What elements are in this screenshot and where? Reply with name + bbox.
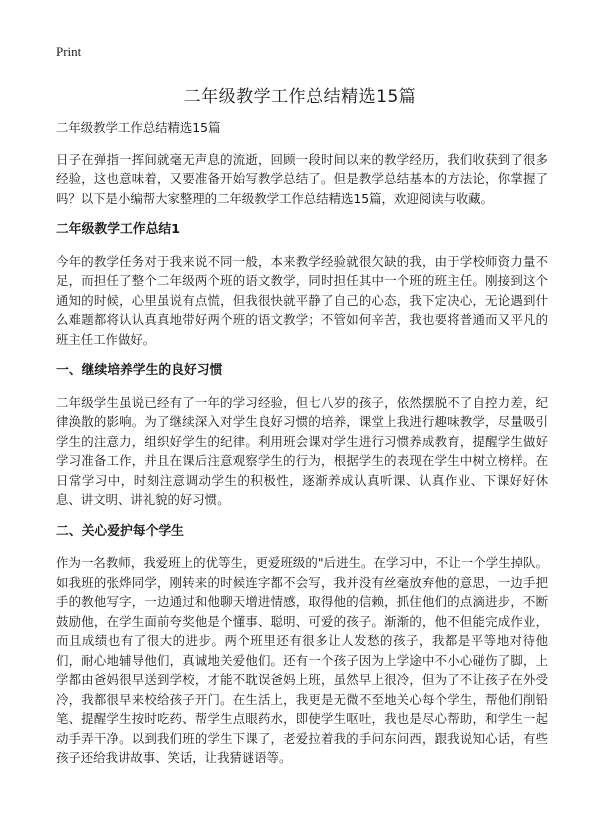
print-link[interactable]: Print: [56, 44, 82, 59]
heading-care-students: 二、关心爱护每个学生: [56, 523, 184, 539]
document-subtitle: 二年级教学工作总结精选15篇: [56, 120, 221, 135]
section-intro-paragraph: 今年的教学任务对于我来说不同一般，本来教学经验就很欠缺的我，由于学校师资力量不足，而担任了整个二年级两个班的语文教学，同时担任其中一个班的班主任。刚接到这个通知的时候，心里虽说有点慌，但我很快就平静了自己的心态，我下定决心，无论遇到什么难题都将认认真真地带好两个班的语文教学；不管如何辛苦，我也要将普通而又平凡的班主任工作做好。: [56, 253, 548, 347]
section-title: 二年级教学工作总结1: [56, 222, 181, 237]
document-title: 二年级教学工作总结精选15篇: [183, 87, 417, 107]
paragraph-good-habits: 二年级学生虽说已经有了一年的学习经验，但七八岁的孩子，依然摆脱不了自控力差，纪律涣散的影响。为了继续深入对学生良好习惯的培养，课堂上我进行趣味教学，尽量吸引学生的注意力，组织好学生的纪律。利用班会课对学生进行习惯养成教育，提醒学生做好学习准备工作，并且在课后注意观察学生的行为，根据学生的表现在学生中树立榜样。在日常学习中，时刻注意调动学生的积极性，逐渐养成认真听课、认真作业、下课好好休息、讲文明、讲礼貌的好习惯。: [56, 394, 548, 507]
intro-paragraph: 日子在弹指一挥间就毫无声息的流逝，回顾一段时间以来的教学经历，我们收获到了很多经验，这也意味着，又要准备开始写教学总结了。但是教学总结基本的方法论，你掌握了吗？以下是小编帮大家整理的二年级教学工作总结精选15篇，欢迎阅读与收藏。: [56, 151, 548, 206]
paragraph-care-students: 作为一名教师，我爱班上的优等生，更爱班级的"后进生。在学习中，不让一个学生掉队。如我班的张烨同学，刚转来的时候连字都不会写，我并没有丝毫放弃他的意思，一边手把手的教他写字，一边通过和他聊天增进情感，取得他的信赖，抓住他们的点滴进步，不断鼓励他，在学生面前夸奖他是个懂事、聪明、可爱的孩子。渐渐的，他不但能完成作业，而且成绩也有了很大的进步。两个班里还有很多让人发愁的孩子，我都是平等地对待他们，耐心地辅导他们，真诚地关爱他们。还有一个孩子因为上学途中不小心碰伤了脚，上学都由爸妈很早送到学校，才能不耽误爸妈上班，虽然早上很冷，但为了不让孩子在外受冷，我都很早来校给孩子开门。在生活上，我更是无微不至地关心每个学生，帮他们削铅笔、提醒学生按时吃药、帮学生点眼药水，即使学生呕吐，我也是尽心帮助，和学生一起动手弄干净。以到我们班的学生下课了，老爱拉着我的手问东问西，跟我说知心话，有些孩子还给我讲故事、笑话，让我猜谜语等。: [56, 555, 548, 765]
heading-good-habits: 一、继续培养学生的良好习惯: [56, 363, 223, 378]
document-body: [56, 118, 548, 780]
